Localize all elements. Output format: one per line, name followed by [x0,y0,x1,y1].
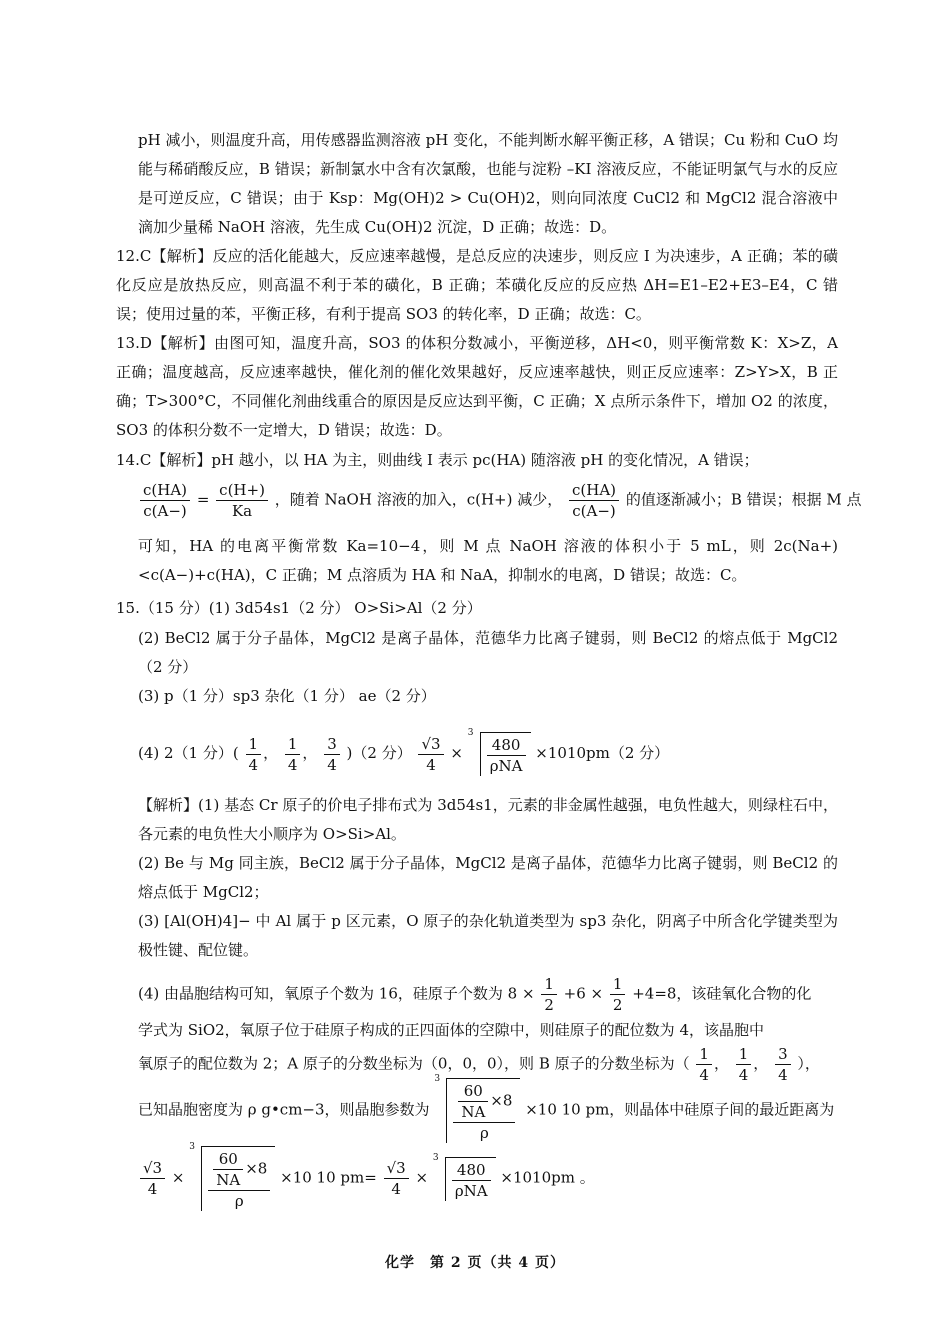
fraction-1-4-c: $\frac{1}{4}$ [696,1044,712,1085]
paragraph-q15-part1: 15.（15 分）(1) 3d54s1（2 分） O>Si>Al（2 分） [116,599,482,617]
cube-root-480-b: 3 $\frac{480}{\text{ρNA}}$ [433,1157,496,1201]
fraction-cHA-over-cA: $\frac{c(HA)}{c(A-)}$ [140,480,190,521]
fraction-1-4-a: $\frac{1}{4}$ [246,734,262,775]
cube-root-lattice: 3 $\frac{60}{NA}$ ×8 ρ [434,1078,520,1143]
explanation-part3: (3) [Al(OH)4]− 中 Al 属于 p 区元素，O 原子的杂化轨道类型为 sp3 杂化，阴离子中所含化学键类型为极性键、配位键。 [138,912,838,959]
paragraph-q12: 12.C【解析】反应的活化能越大，反应速率越慢，是总反应的决速步，则反应 I 为决速步，A 正确；苯的磺化反应是放热反应，则高温不利于苯的磺化，B 正确；苯磺化反应的反应热 ΔH=E1–E2+E3–E4，C 错误；使用过量的苯，平衡正移，有利于提高 SO3 的转化率，D 正确；故选：C。 [116,247,838,323]
fraction-cH-over-Ka: $\frac{c(H+)}{Ka}$ [216,480,268,521]
paragraph-q15-part3: (3) p（1 分）sp3 杂化（1 分） ae（2 分） [138,687,436,705]
explanation-part1: 【解析】(1) 基态 Cr 原子的价电子排布式为 3d54s1，元素的非金属性越强，电负性越大，则绿柱石中，各元素的电负性大小顺序为 O>Si>Al。 [138,796,838,843]
fraction-sqrt3-over-4-b: $\frac{√3}{4}$ [140,1158,165,1199]
paragraph-q11-continued: pH 减小，则温度升高，用传感器监测溶液 pH 变化，不能判断水解平衡正移，A 错误；Cu 粉和 CuO 均能与稀硝酸反应，B 错误；新制氯水中含有次氯酸，也能与淀粉 –KI 溶液反应，不能证明氯气与水的反应是可逆反应，C 错误；由于 Ksp：Mg(OH)2 > Cu(OH)2，则向同浓度 CuCl2 和 MgCl2 混合溶液中滴加少量稀 NaOH 溶液，先生成 Cu(OH)2 沉淀，D 正确；故选：D。 [138,131,838,236]
paragraph-q14-rest: 可知，HA 的电离平衡常数 Ka=10−4，则 M 点 NaOH 溶液的体积小于 5 mL，则 2c(Na+)<c(A−)+c(HA)，C 正确；M 点溶质为 HA 和 NaA，抑制水的电离，D 错误；故选：C。 [138,537,838,584]
fraction-cHA-over-cA-2: $\frac{c(HA)}{c(A-)}$ [569,480,619,521]
explanation-part4-line4: 已知晶胞密度为 ρ g•cm−3，则晶胞参数为 3 $\frac{60}{NA}$ ×8 ρ ×10 10 pm，则晶体中硅原子间的最近距离为 [138,1074,835,1142]
fraction-1-4-b: $\frac{1}{4}$ [285,734,301,775]
page-footer: 化学 第 2 页（共 4 页） [385,1255,565,1271]
fraction-1-2-b: $\frac{1}{2}$ [610,974,626,1015]
explanation-part2: (2) Be 与 Mg 同主族，BeCl2 属于分子晶体，MgCl2 是离子晶体，范德华力比离子键弱，则 BeCl2 的熔点低于 MgCl2； [138,854,838,901]
fraction-sqrt3-over-4-c: $\frac{√3}{4}$ [384,1158,409,1199]
paragraph-q15-part2: (2) BeCl2 属于分子晶体，MgCl2 是离子晶体，范德华力比离子键弱，则 BeCl2 的熔点低于 MgCl2（2 分） [138,629,838,676]
paragraph-q14-line1: 14.C【解析】pH 越小，以 HA 为主，则曲线 I 表示 pc(HA) 随溶液 pH 的变化情况，A 错误； [116,451,759,469]
paragraph-q13: 13.D【解析】由图可知，温度升高，SO3 的体积分数减小，平衡逆移，ΔH<0，则平衡常数 K：X>Z，A 正确；温度越高，反应速率越快，催化剂的催化效果越好，反应速率越快，则正反应速率：Z>Y>X，B 正确；T>300°C，不同催化剂曲线重合的原因是反应达到平衡，C 正确；X 点所示条件下，增加 O2 的浓度，SO3 的体积分数不一定增大，D 错误；故选：D。 [116,334,838,439]
cube-root-480: 3 $\frac{480}{\text{ρNA}}$ [468,732,531,776]
explanation-part4-line1: (4) 由晶胞结构可知，氧原子个数为 16，硅原子个数为 8 × $\frac{1}{2}$ +6 × $\frac{1}{2}$ +4=8，该硅氧化合物的化 [138,975,812,1014]
cube-root-lattice-b: 3 $\frac{60}{NA}$ ×8 ρ [189,1146,275,1211]
explanation-part4-line2: 学式为 SiO2，氧原子位于硅原子构成的正四面体的空隙中，则硅原子的配位数为 4，该晶胞中 [138,1021,764,1039]
q15-part4-answer: (4) 2（1 分）( $\frac{1}{4}$ ， $\frac{1}{4}$ ， $\frac{3}{4}$ )（2 分） $\frac{√3}{4}$ × 3 $\frac{480}{\text{ρNA}}$ ×1010pm（2 分） [138,728,670,775]
fraction-3-4: $\frac{3}{4}$ [324,734,340,775]
explanation-part4-line5: $\frac{√3}{4}$ × 3 $\frac{60}{NA}$ ×8 ρ ×10 10 pm= $\frac{√3}{4}$ × 3 $\frac{480}{\text{ρNA}}$ ×1010pm 。 [138,1146,595,1211]
q14-formula-line: $\frac{c(HA)}{c(A-)}$ = $\frac{c(H+)}{Ka}$ ，随着 NaOH 溶液的加入，c(H+) 减少， $\frac{c(HA)}{c(A-)}$ 的值逐渐减小；B 错误；根据 M 点 [138,480,862,521]
explanation-part4-line3: 氧原子的配位数为 2；A 原子的分数坐标为（0，0，0），则 B 原子的分数坐标为（ $\frac{1}{4}$ ， $\frac{1}{4}$ ， $\frac{3}{4}$ ）， [138,1045,820,1084]
fraction-sqrt3-over-4: $\frac{√3}{4}$ [418,734,443,775]
fraction-1-4-d: $\frac{1}{4}$ [736,1044,752,1085]
fraction-1-2-a: $\frac{1}{2}$ [541,974,557,1015]
fraction-3-4-b: $\frac{3}{4}$ [775,1044,791,1085]
